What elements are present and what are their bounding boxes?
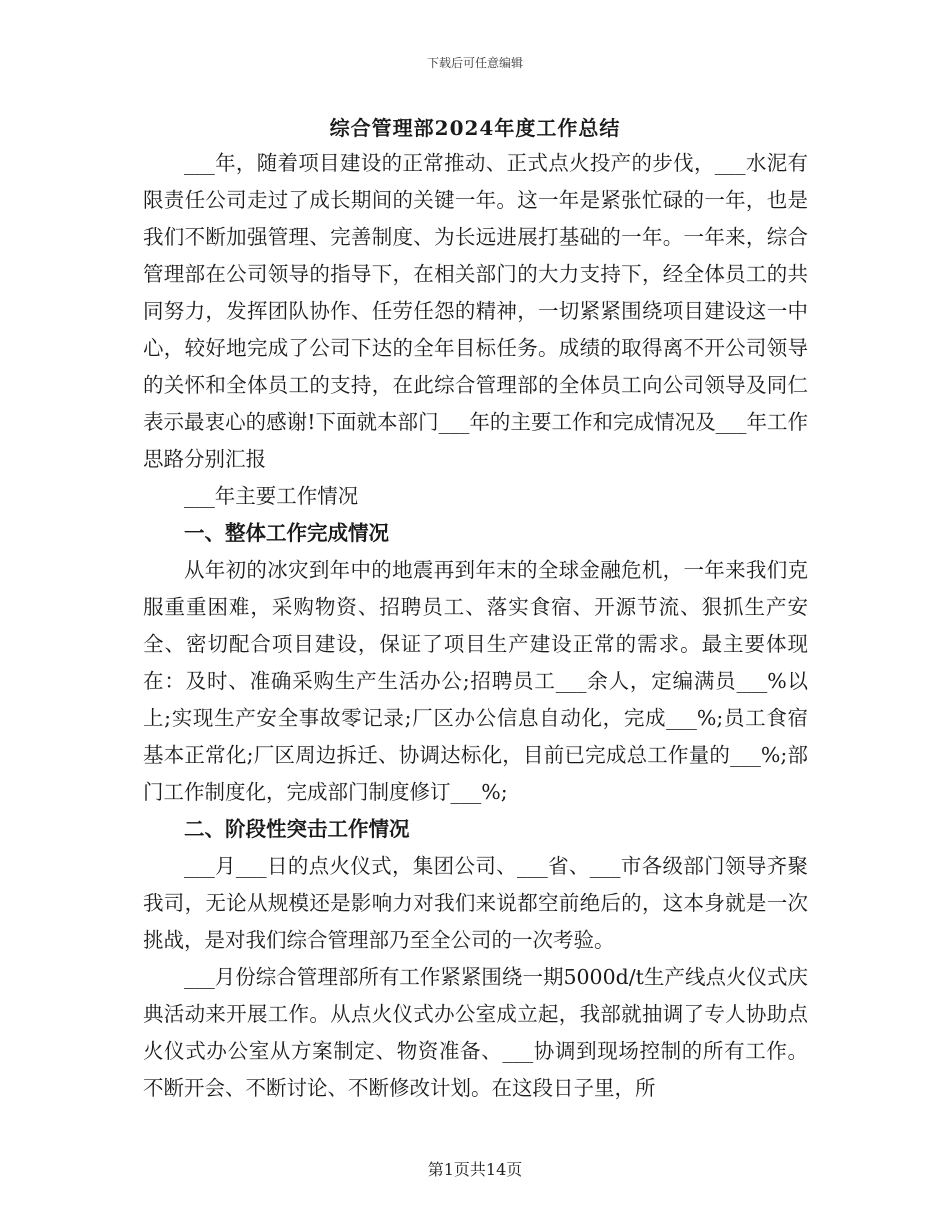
paragraph-section-label: ___年主要工作情况 (184, 484, 359, 508)
paragraph-monthly-work: ___月份综合管理部所有工作紧紧围绕一期5000d/t生产线点火仪式庆典活动来开展工作。从点火仪式办公室成立起，我部就抽调了专人协助点火仪式办公室从方案制定、物资准备、___协调到现场控制的所有工作。不断开会、不断讨论、不断修改计划。在这段日子里，所 (143, 965, 808, 1100)
paragraph-intro: ___年，随着项目建设的正常推动、正式点火投产的步伐，___水泥有限责任公司走过了成长期间的关键一年。这一年是紧张忙碌的一年，也是我们不断加强管理、完善制度、为长远进展打基础的一年。一年来，综合管理部在公司领导的指导下，在相关部门的大力支持下，经全体员工的共同努力，发挥团队协作、任劳任怨的精神，一切紧紧围绕项目建设这一中心，较好地完成了公司下达的全年目标任务。成绩的取得离不开公司领导的关怀和全体员工的支持，在此综合管理部的全体员工向公司领导及同仁表示最衷心的感谢!下面就本部门___年的主要工作和完成情况及___年工作思路分别汇报 (143, 151, 808, 471)
paragraph-overall-work: 从年初的冰灾到年中的地震再到年末的全球金融危机，一年来我们克服重重困难，采购物资、招聘员工、落实食宿、开源节流、狠抓生产安全、密切配合项目建设，保证了项目生产建设正常的需求。最主要体现在：及时、准确采购生产生活办公;招聘员工___余人，定编满员___%以上;实现生产安全事故零记录;厂区办公信息自动化，完成___%;员工食宿基本正常化;厂区周边拆迁、协调达标化，目前已完成总工作量的___%;部门工作制度化，完成部门制度修订___%; (143, 558, 808, 804)
document-body (143, 145, 808, 1107)
page-footer: 第1页共14页 (427, 1160, 523, 1179)
paragraph-ignition-ceremony: ___月___日的点火仪式，集团公司、___省、___市各级部门领导齐聚我司，无论从规模还是影响力对我们来说都空前绝后的，这本身就是一次挑战，是对我们综合管理部乃至全公司的一次考验。 (143, 854, 808, 952)
page-title: 综合管理部2024年度工作总结 (329, 116, 621, 140)
section-heading-stage: 二、阶段性突击工作情况 (184, 817, 410, 841)
header-note: 下载后可任意编辑 (426, 56, 523, 70)
section-heading-overall: 一、整体工作完成情况 (184, 521, 389, 545)
